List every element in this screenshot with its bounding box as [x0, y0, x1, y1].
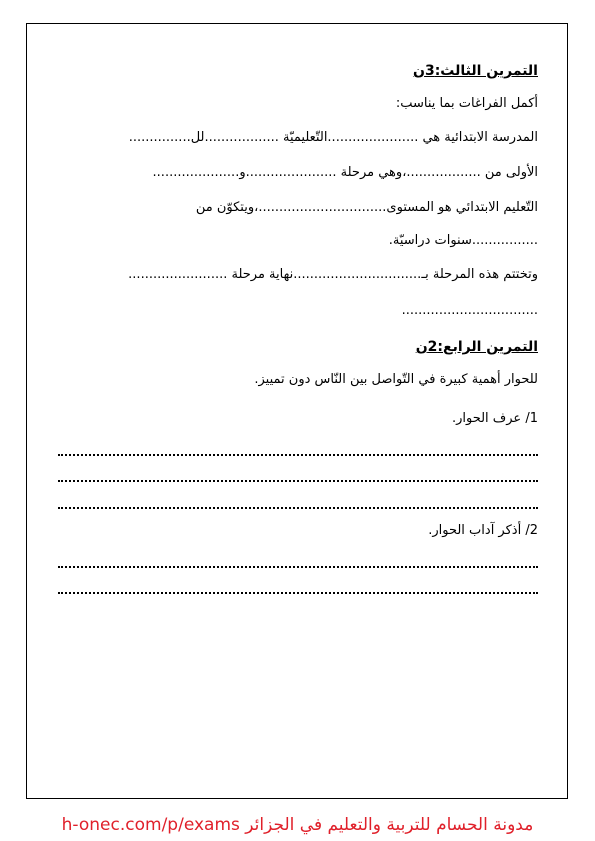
exercise-4-intro: للحوار أهمية كبيرة في التّواصل بين النّاس دون تمييز.	[254, 372, 538, 387]
answer-line	[58, 505, 538, 509]
footer-watermark: مدونة الحسام للتربية والتعليم في الجزائر h-onec.com/p/exams	[61, 815, 534, 835]
question-1: 1/ عرف الحوار.	[451, 411, 538, 426]
answer-line	[58, 590, 538, 594]
fill-line-1: المدرسة الابتدائية هي ......................التّعليميّة ..................لل...............	[128, 130, 538, 145]
exercise-3-instruction: أكمل الفراغات بما يناسب:	[395, 96, 538, 111]
question-2: 2/ أذكر آداب الحوار.	[428, 523, 538, 538]
answer-line	[58, 452, 538, 456]
fill-line-3: التّعليم الابتدائي هو المستوى...............................،ويتكوّن من	[195, 200, 538, 215]
answer-line	[58, 478, 538, 482]
fill-line-4: ................سنوات دراسيّة.	[388, 233, 538, 248]
answer-line	[58, 564, 538, 568]
fill-line-6: .................................	[401, 303, 538, 318]
exercise-3-title: التمرين الثالث:3ن	[412, 63, 538, 79]
fill-line-5: وتختتم هذه المرحلة بـ...............................نهاية مرحلة ........................	[128, 267, 538, 282]
exercise-4-title: التمرين الرابع:2ن	[415, 339, 538, 355]
fill-line-2: الأولى من ..................،وهي مرحلة ......................و.....................	[152, 165, 538, 180]
